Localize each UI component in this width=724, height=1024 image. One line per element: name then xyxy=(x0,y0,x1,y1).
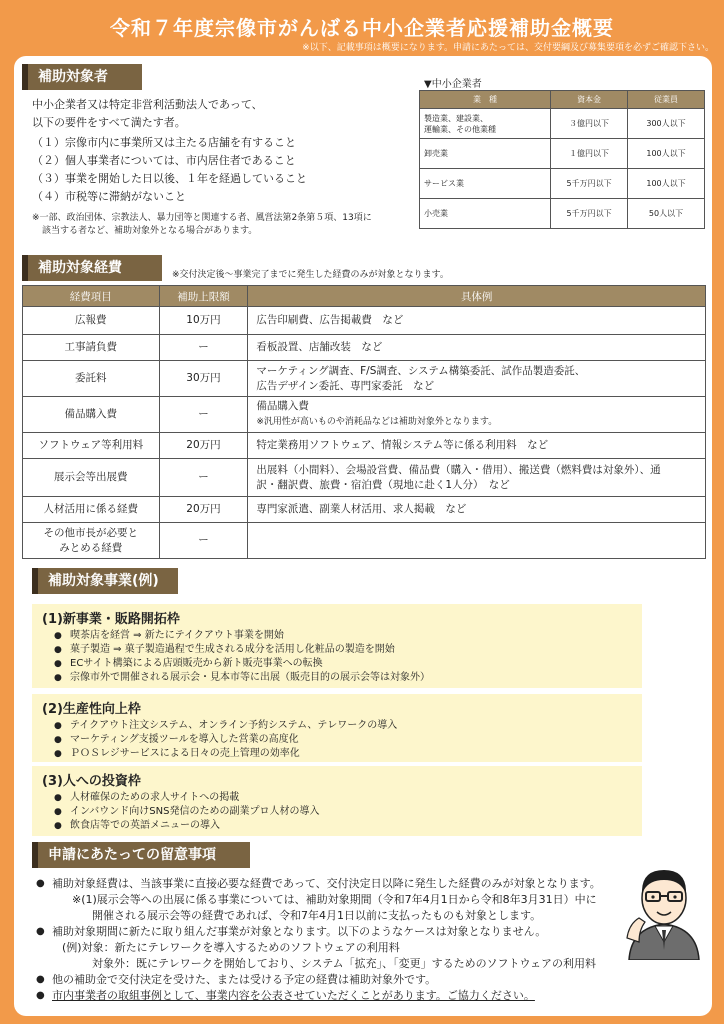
expense-item: その他市長が必要と みとめる経費 xyxy=(23,523,160,559)
list-item: ● 宗像市外で開催される展示会・見本市等に出展（販売目的の展示会等は対象外） xyxy=(42,671,632,685)
eligibility-intro-2: 以下の要件をすべて満たす者。 xyxy=(32,116,186,129)
sme-capital: ３億円以下 xyxy=(551,109,628,139)
expense-example: 特定業務用ソフトウェア、情報システム等に係る利用料 など xyxy=(248,433,706,459)
expense-limit: ー xyxy=(159,459,248,497)
sme-industry: 小売業 xyxy=(420,199,551,229)
sme-employees: 100人以下 xyxy=(628,139,705,169)
expense-item: 人材活用に係る経費 xyxy=(23,497,160,523)
eligibility-intro-1: 中小企業者又は特定非営利活動法人であって、 xyxy=(32,98,263,111)
expense-example: 専門家派遣、副業人材活用、求人掲載 など xyxy=(248,497,706,523)
list-item: ● マーケティング支援ツールを導入した営業の高度化 xyxy=(42,733,632,747)
sme-employees: 50人以下 xyxy=(628,199,705,229)
sme-capital: 5千万円以下 xyxy=(551,199,628,229)
list-item: ● ＰＯＳレジサービスによる日々の売上管理の効率化 xyxy=(42,747,632,761)
expense-row xyxy=(23,335,706,361)
expenses-heading: 補助対象経費 xyxy=(22,255,162,281)
expenses-header-examples: 具体例 xyxy=(248,286,706,307)
expense-row xyxy=(23,497,706,523)
sme-header-industry: 業 種 xyxy=(420,91,551,109)
expense-limit: 20万円 xyxy=(159,433,248,459)
examples-heading: 補助対象事業(例) xyxy=(32,568,178,594)
list-item: ● 喫茶店を経営 ⇒ 新たにテイクアウト事業を開始 xyxy=(42,629,632,643)
list-item: ● テイクアウト注文システム、オンライン予約システム、テレワークの導入 xyxy=(42,719,632,733)
sme-employees: 100人以下 xyxy=(628,169,705,199)
note-subitem: (例)対象：新たにテレワークを導入するためのソフトウェアの利用料 xyxy=(62,941,400,954)
page-title: 令和７年度宗像市がんばる中小企業者応援補助金概要 xyxy=(110,16,614,40)
expense-row xyxy=(23,361,706,397)
expense-example: マーケティング調査、F/S調査、システム構築委託、試作品製造委託、 広告デザイン委託、専門家委託 など xyxy=(248,361,706,397)
example-group xyxy=(32,604,642,688)
sme-industry: 製造業、建設業、 運輸業、その他業種 xyxy=(420,109,551,139)
expense-limit: 30万円 xyxy=(159,361,248,397)
expense-item: 備品購入費 xyxy=(23,397,160,433)
eligibility-footnote-2: 該当する者など、補助対象外となる場合があります。 xyxy=(42,226,258,236)
expense-limit: 20万円 xyxy=(159,497,248,523)
example-group-title: (2)生産性向上枠 xyxy=(42,702,141,717)
expense-row xyxy=(23,523,706,559)
expenses-header-item: 経費項目 xyxy=(23,286,160,307)
expense-row xyxy=(23,397,706,433)
sme-table xyxy=(419,90,705,229)
mascot-illustration xyxy=(625,858,703,960)
sme-row xyxy=(420,169,705,199)
note-subitem: ※(1)展示会等への出展に係る事業については、補助対象期間（令和7年4月1日から令和8年3月31日）中に xyxy=(72,893,597,906)
expenses-header-limit: 補助上限額 xyxy=(159,286,248,307)
list-item: ● 菓子製造 ⇒ 菓子製造過程で生成される成分を活用し化粧品の製造を開始 xyxy=(42,643,632,657)
expense-limit: ー xyxy=(159,523,248,559)
expense-item: 広報費 xyxy=(23,307,160,335)
list-item: ● インバウンド向けSNS発信のための副業プロ人材の導入 xyxy=(42,805,632,819)
expense-limit: ー xyxy=(159,397,248,433)
expense-example: 広告印刷費、広告掲載費 など xyxy=(248,307,706,335)
expense-item: 展示会等出展費 xyxy=(23,459,160,497)
example-group xyxy=(32,694,642,762)
sme-row xyxy=(420,199,705,229)
page-note: ※以下、記載事項は概要になります。申請にあたっては、交付要綱及び募集要項を必ずご確認下さい。 xyxy=(302,43,714,53)
note-item: ● 補助対象期間に新たに取り組んだ事業が対象となります。以下のようなケースは対象となりません。 xyxy=(36,924,696,940)
sme-header-capital: 資本金 xyxy=(551,91,628,109)
expense-example: 看板設置、店舗改装 など xyxy=(248,335,706,361)
sme-row xyxy=(420,109,705,139)
sme-row xyxy=(420,139,705,169)
expense-example: 備品購入費 ※汎用性が高いものや消耗品などは補助対象外となります。 xyxy=(248,397,706,433)
expenses-table xyxy=(22,285,706,559)
sme-capital: １億円以下 xyxy=(551,139,628,169)
notes-list xyxy=(36,876,696,1004)
expense-example: 出展料（小間料）、会場設営費、備品費（購入・借用）、搬送費（燃料費は対象外）、通 訳・翻訳費、旅費・宿泊費（現地に赴く1人分） など xyxy=(248,459,706,497)
example-group-title: (3)人への投資枠 xyxy=(42,774,141,789)
eligibility-heading: 補助対象者 xyxy=(22,64,142,90)
eligibility-footnote-1: ※一部、政治団体、宗教法人、暴力団等と関連する者、風営法第2条第５項、13項に xyxy=(32,213,372,223)
note-subitem: 対象外：既にテレワークを開始しており、システム「拡充」、「変更」するためのソフトウェアの利用料 xyxy=(92,957,597,970)
sme-capital: 5千万円以下 xyxy=(551,169,628,199)
expense-item: ソフトウェア等利用料 xyxy=(23,433,160,459)
expense-limit: ー xyxy=(159,335,248,361)
expense-row xyxy=(23,459,706,497)
expense-example xyxy=(248,523,706,559)
note-subitem: 開催される展示会等の経費であれば、令和7年4月1日以前に支払ったものも対象とします。 xyxy=(92,909,542,922)
note-item: ● 市内事業者の取組事例として、事業内容を公表させていただくことがあります。ご協力ください。 xyxy=(36,988,696,1004)
expense-row xyxy=(23,307,706,335)
expense-item: 工事請負費 xyxy=(23,335,160,361)
sme-employees: 300人以下 xyxy=(628,109,705,139)
example-group xyxy=(32,766,642,836)
eligibility-item: （２）個人事業者については、市内居住者であること xyxy=(32,154,296,167)
eligibility-item: （３）事業を開始した日以後、１年を経過していること xyxy=(32,172,307,185)
expense-row xyxy=(23,433,706,459)
list-item: ● 人材確保のための求人サイトへの掲載 xyxy=(42,791,632,805)
expense-limit: 10万円 xyxy=(159,307,248,335)
list-item: ● 飲食店等での英語メニューの導入 xyxy=(42,819,632,833)
expenses-note: ※交付決定後～事業完了までに発生した経費のみが対象となります。 xyxy=(172,270,449,280)
eligibility-item: （１）宗像市内に事業所又は主たる店舗を有すること xyxy=(32,136,296,149)
sme-caption: ▼中小企業者 xyxy=(424,79,482,90)
note-item: ● 他の補助金で交付決定を受けた、または受ける予定の経費は補助対象外です。 xyxy=(36,972,696,988)
content-panel xyxy=(14,56,712,1016)
note-item: ● 補助対象経費は、当該事業に直接必要な経費であって、交付決定日以降に発生した経費のみが対象となります。 xyxy=(36,876,696,892)
sme-industry: 卸売業 xyxy=(420,139,551,169)
example-group-title: (1)新事業・販路開拓枠 xyxy=(42,612,180,627)
sme-industry: サービス業 xyxy=(420,169,551,199)
sme-header-employees: 従業員 xyxy=(628,91,705,109)
list-item: ● ECサイト構築による店頭販売から新ト販売事業への転換 xyxy=(42,657,632,671)
expense-item: 委託料 xyxy=(23,361,160,397)
notes-heading: 申請にあたっての留意事項 xyxy=(32,842,250,868)
eligibility-item: （４）市税等に滞納がないこと xyxy=(32,190,186,203)
